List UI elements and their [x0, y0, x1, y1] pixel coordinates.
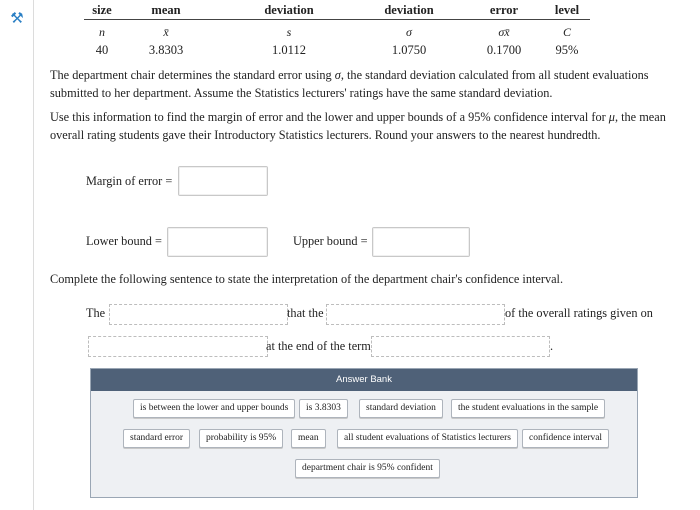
- sentence-that-the: that the: [287, 306, 324, 320]
- instruction-paragraph-2: [50, 108, 670, 144]
- blank-1-dropzone[interactable]: [109, 304, 288, 325]
- value-std-error: 0.1700: [486, 43, 522, 57]
- symbol-s: s: [286, 25, 292, 39]
- p2-text-b: , the mean overall rating students gave their Introductory Statistics lecturers. Round your answers to the nearest hundredth.: [50, 110, 666, 142]
- value-mean: 3.8303: [148, 43, 184, 57]
- answer-bank: [90, 368, 638, 498]
- left-toolbar: [0, 0, 34, 510]
- value-sigma: 1.0750: [391, 43, 427, 57]
- stats-table: [84, 0, 590, 64]
- header-size: size: [92, 3, 112, 17]
- lower-bound-input[interactable]: [167, 227, 268, 257]
- chip-standard-deviation[interactable]: standard deviation: [359, 399, 443, 418]
- sentence-period: .: [550, 339, 554, 353]
- chip-mean[interactable]: mean: [291, 429, 326, 448]
- sentence-the: The: [86, 306, 106, 320]
- margin-of-error-input[interactable]: [178, 166, 268, 196]
- sentence-at-end: at the end of the term: [266, 339, 371, 353]
- blank-4-dropzone[interactable]: [371, 336, 550, 357]
- chip-all-student-evaluations[interactable]: all student evaluations of Statistics lecturers: [337, 429, 518, 448]
- margin-of-error-label: Margin of error =: [86, 174, 173, 188]
- stats-symbol-row: [84, 20, 590, 42]
- chip-between-bounds[interactable]: is between the lower and upper bounds: [133, 399, 295, 418]
- chip-chair-95-confident[interactable]: department chair is 95% confident: [295, 459, 440, 478]
- stats-value-row: [84, 42, 590, 64]
- symbol-n: n: [99, 25, 105, 39]
- chip-standard-error[interactable]: standard error: [123, 429, 190, 448]
- upper-bound-input[interactable]: [372, 227, 470, 257]
- symbol-sigma: σ: [406, 25, 412, 39]
- chip-is-3-8303[interactable]: is 3.8303: [299, 399, 348, 418]
- p2-text-a: Use this information to find the margin of error and the lower and upper bounds of a 95% confidence interval for: [50, 110, 609, 124]
- header-deviation-2: deviation: [384, 3, 434, 17]
- answer-bank-title: Answer Bank: [91, 369, 637, 391]
- blank-2-dropzone[interactable]: [326, 304, 505, 325]
- p1-text-b: , the standard deviation calculated from all student evaluations submitted to her department. Assume the Statistics lecturers' ratings have the same standard deviation.: [50, 68, 649, 100]
- p1-text-a: The department chair determines the standard error using: [50, 68, 335, 82]
- value-level: 95%: [555, 43, 579, 57]
- chip-probability-95[interactable]: probability is 95%: [199, 429, 283, 448]
- stats-header-row: [84, 0, 590, 20]
- symbol-xbar: x̄: [163, 25, 169, 39]
- chip-student-evaluations-sample[interactable]: the student evaluations in the sample: [451, 399, 605, 418]
- symbol-sigma-xbar: σx̄: [498, 25, 510, 39]
- blank-3-dropzone[interactable]: [88, 336, 268, 357]
- header-error: error: [489, 3, 519, 17]
- value-s: 1.0112: [272, 43, 306, 57]
- header-deviation: deviation: [264, 3, 314, 17]
- p2-mu: μ: [608, 110, 615, 124]
- tools-icon[interactable]: ⚒: [10, 9, 24, 27]
- upper-bound-label: Upper bound =: [293, 234, 368, 248]
- instruction-paragraph-3: Complete the following sentence to state the interpretation of the department chair's confidence interval.: [50, 272, 564, 286]
- p1-sigma: σ: [334, 68, 341, 82]
- header-mean: mean: [151, 3, 181, 17]
- sentence-of-overall: of the overall ratings given on: [505, 306, 653, 320]
- lower-bound-label: Lower bound =: [86, 234, 162, 248]
- header-level: level: [554, 3, 580, 17]
- question-content: [34, 0, 694, 510]
- instruction-paragraph-1: [50, 66, 670, 102]
- value-size: 40: [95, 43, 109, 57]
- symbol-c: C: [562, 25, 571, 39]
- chip-confidence-interval[interactable]: confidence interval: [522, 429, 609, 448]
